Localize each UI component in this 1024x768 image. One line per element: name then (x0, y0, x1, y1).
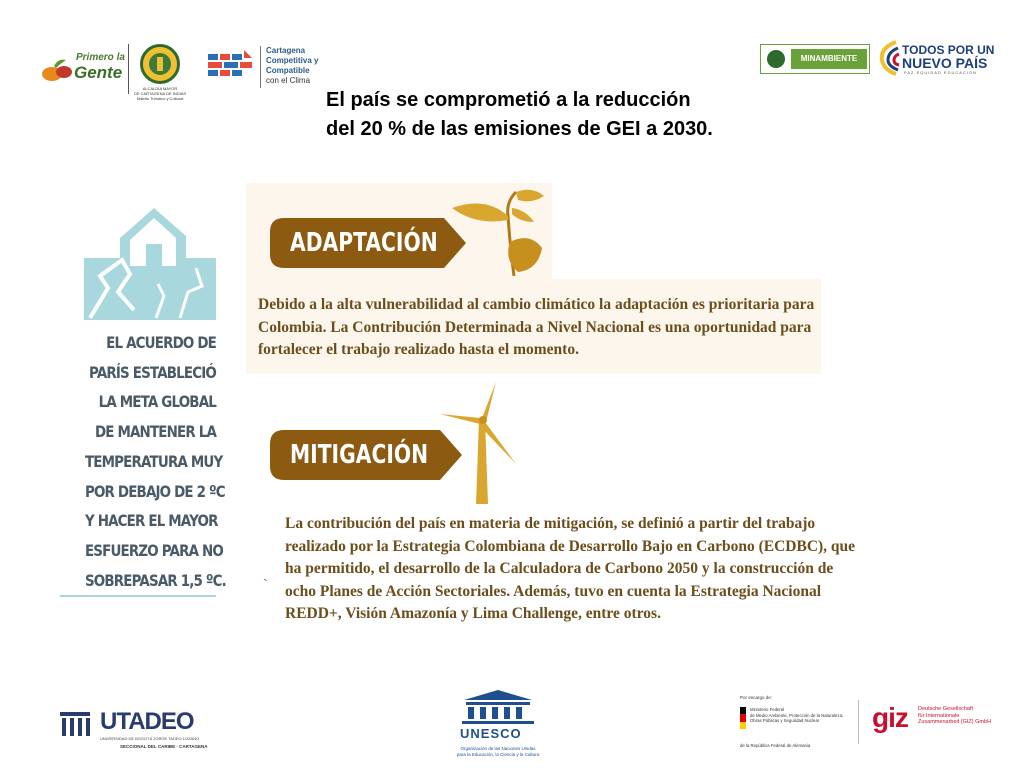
paris-line: EL ACUERDO DE (106, 333, 216, 352)
paris-line: SOBREPASAR 1,5 ºC. (84, 570, 226, 590)
page-title (326, 86, 826, 144)
bmu-ministry-name (750, 707, 850, 724)
primero-la-gente-logo (40, 48, 130, 88)
bmu-logo (740, 695, 850, 751)
unesco-logo (450, 688, 546, 764)
utadeo-logo (60, 708, 220, 754)
gente-label: Gente (74, 63, 123, 82)
header-divider (128, 44, 129, 94)
todos-por-un-nuevo-pais-text (902, 44, 994, 70)
seal-caption-line: ALCALDÍA MAYOR (142, 86, 178, 91)
seal-caption-line: Distrito Turístico y Cultural (136, 96, 184, 101)
paris-line: PARÍS ESTABLECIÓ (89, 362, 216, 382)
title-line-2: del 20 % de las emisiones de GEI a 2030. (326, 118, 713, 140)
mitigation-tick-mark: ` (263, 576, 268, 592)
giz-line: für Internationale (918, 712, 960, 719)
giz-wordmark: giz (872, 702, 908, 733)
title-line-1: El país se comprometió a la reducción (326, 89, 691, 111)
giz-line: Deutsche Gesellschaft (918, 706, 974, 712)
cartagena-divider (260, 46, 261, 88)
bmu-republic: de la República Federal de Alemania (740, 743, 811, 748)
utadeo-wordmark: UTADEO (100, 708, 194, 735)
unesco-sub-line: Organización de las Naciones Unidas (460, 746, 536, 751)
cartagena-line: con el Clima (266, 76, 311, 85)
primero-label: Primero la (76, 52, 125, 63)
paris-line: POR DEBAJO DE 2 ºC (84, 481, 225, 501)
utadeo-subtitle: UNIVERSIDAD DE BOGOTÁ JORGE TADEO LOZANO (100, 736, 200, 741)
cartagena-climate-text (266, 46, 318, 86)
unesco-wordmark: UNESCO (460, 726, 522, 741)
adaptation-title: ADAPTACIÓN (290, 228, 438, 258)
paris-line: ESFUERZO PARA NO (84, 540, 223, 560)
seal-caption-line: DE CARTAGENA DE INDIAS (133, 91, 187, 96)
todos-line: TODOS POR UN (902, 43, 995, 57)
unesco-sub-line: para la Educación, la Ciencia y la Cultura (456, 752, 540, 757)
bmu-line: Ministerio Federal (750, 707, 785, 712)
todos-subtitle: PAZ EQUIDAD EDUCACIÓN (904, 70, 977, 75)
paris-line: LA META GLOBAL (98, 392, 216, 412)
cartagena-line: Compatible (266, 66, 310, 75)
cartagena-line: Competitiva y (266, 56, 319, 65)
todos-line: NUEVO PAÍS (902, 55, 988, 71)
adaptation-banner (270, 218, 466, 268)
giz-line: Zusammenarbeit (GIZ) GmbH (918, 719, 992, 725)
unesco-temple-icon (450, 688, 546, 726)
bmu-line: Obras Públicas y Seguridad Nuclear (750, 718, 820, 723)
cartagena-climate-icon (206, 48, 256, 84)
cracked-house-illustration (60, 200, 220, 320)
minambiente-logo (760, 44, 870, 74)
mitigation-paragraph: La contribución del país en materia de mitigación, se definió a partir del trabajo realizado por la Estrategia Colombiana de Desarrollo Bajo en Carbono (ECDBC), que ha permitido, el desarrollo de la Calculadora de Carbono 2050 y la construcción de ocho Planes de Acción Sectoriales. Además, tuvo en cuenta la Estrategia Nacional REDD+, Visión Amazonía y Lima Challenge, entre otros. (285, 515, 856, 622)
paris-line: Y HACER EL MAYOR (84, 511, 218, 531)
bmu-line: de Medio Ambiente, Protección de la Naturaleza, (750, 712, 844, 718)
unesco-subtitle (450, 746, 546, 758)
utadeo-mark-icon (60, 712, 90, 736)
paris-agreement-text (60, 328, 226, 596)
paris-underline (60, 595, 216, 597)
fruit-icon (40, 56, 74, 86)
giz-logo (872, 700, 992, 744)
adaptation-paragraph: Debido a la alta vulnerabilidad al cambio climático la adaptación es prioritaria para Colombia. La Contribución Determinada a Nivel Nacional es una oportunidad para fortalecer el trabajo realizado hasta el momento. (258, 296, 815, 358)
seal-caption (130, 86, 190, 101)
todos-por-un-nuevo-pais-icon (878, 40, 900, 76)
mitigation-banner (270, 430, 462, 480)
bmu-commission-label: Por encargo de: (740, 695, 773, 700)
utadeo-campus: SECCIONAL DEL CARIBE · CARTAGENA (120, 744, 208, 749)
colombia-shield-icon (767, 50, 785, 68)
cartagena-seal-logo (140, 44, 180, 84)
paris-line: TEMPERATURA MUY (84, 451, 223, 471)
minambiente-label: MINAMBIENTE (791, 49, 867, 69)
paris-line: DE MANTENER LA (94, 422, 216, 442)
mitigation-title: MITIGACIÓN (290, 440, 429, 470)
cartagena-line: Cartagena (266, 46, 306, 55)
footer-divider (858, 700, 859, 744)
seal-emblem-icon (143, 47, 177, 81)
giz-full-name (918, 706, 998, 726)
germany-flag-icon (740, 707, 746, 729)
